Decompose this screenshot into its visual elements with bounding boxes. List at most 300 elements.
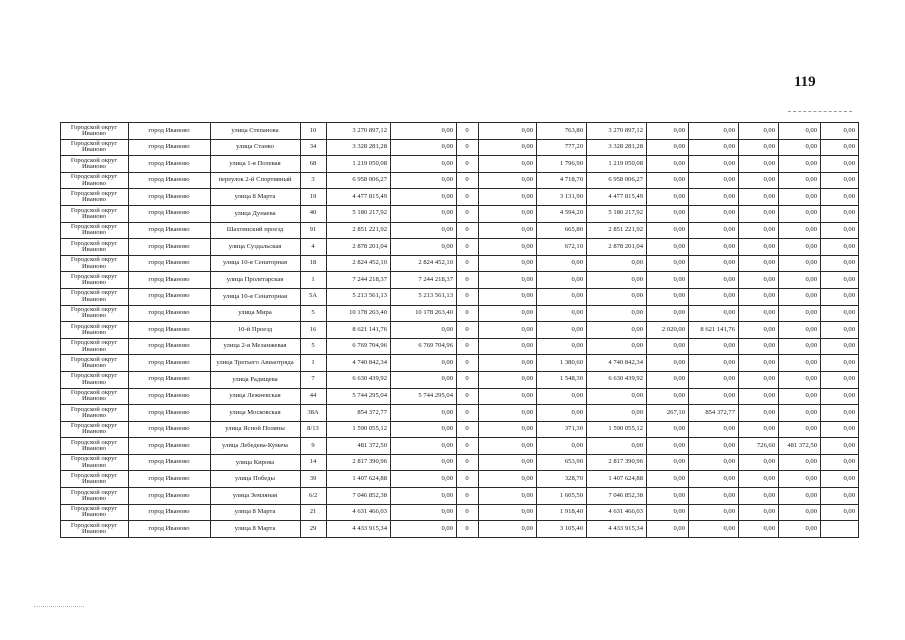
cell-cost-col-12: 0,00 xyxy=(689,139,739,156)
cell-total-cost: 2 817 390,96 xyxy=(327,454,391,471)
cell-street: улица 8 Марта xyxy=(211,504,301,521)
cell-municipality: Городской округ Иваново xyxy=(61,471,129,488)
cell-cost-col-14: 0,00 xyxy=(779,471,821,488)
table-row xyxy=(61,471,859,488)
table-body xyxy=(61,123,859,538)
cell-cost-col-12: 0,00 xyxy=(689,454,739,471)
cell-area-col-9: 328,70 xyxy=(537,471,587,488)
cell-cost-col-12: 0,00 xyxy=(689,239,739,256)
table-row xyxy=(61,355,859,372)
cell-street: улица Ясной Поляны xyxy=(211,421,301,438)
table-row xyxy=(61,454,859,471)
cell-area-col-11: 0,00 xyxy=(647,189,689,206)
cell-count-col-7: 0 xyxy=(457,288,479,305)
cell-municipality: Городской округ Иваново xyxy=(61,521,129,538)
cell-count-col-7: 0 xyxy=(457,504,479,521)
cell-count-col-7: 0 xyxy=(457,139,479,156)
cell-street: улица 10-я Сенаторная xyxy=(211,255,301,272)
cell-cost-col-8: 0,00 xyxy=(479,123,537,140)
cell-area-col-11: 0,00 xyxy=(647,205,689,222)
cell-cost-col-8: 0,00 xyxy=(479,288,537,305)
cell-cost-col-14: 0,00 xyxy=(779,405,821,422)
cell-cost-col-15: 0,00 xyxy=(821,239,859,256)
cell-cost-col-6: 10 178 263,40 xyxy=(391,305,457,322)
cell-total-cost: 2 878 201,04 xyxy=(327,239,391,256)
cell-house-number: 7 xyxy=(301,371,327,388)
cell-cost-col-10: 0,00 xyxy=(587,338,647,355)
cell-total-cost: 5 180 217,92 xyxy=(327,205,391,222)
cell-cost-col-14: 0,00 xyxy=(779,454,821,471)
cell-area-col-13: 0,00 xyxy=(739,488,779,505)
cell-municipality: Городской округ Иваново xyxy=(61,288,129,305)
cell-street: улица 8 Марта xyxy=(211,189,301,206)
cell-street: улица Суздальская xyxy=(211,239,301,256)
cell-municipality: Городской округ Иваново xyxy=(61,123,129,140)
cell-house-number: 68 xyxy=(301,156,327,173)
cell-cost-col-12: 854 372,77 xyxy=(689,405,739,422)
cell-cost-col-15: 0,00 xyxy=(821,272,859,289)
cell-area-col-9: 1 380,60 xyxy=(537,355,587,372)
cell-area-col-11: 0,00 xyxy=(647,123,689,140)
cell-count-col-7: 0 xyxy=(457,471,479,488)
cell-street: улица Победы xyxy=(211,471,301,488)
cell-cost-col-10: 0,00 xyxy=(587,305,647,322)
header-rule xyxy=(788,111,852,112)
cell-cost-col-12: 0,00 xyxy=(689,421,739,438)
cell-area-col-11: 0,00 xyxy=(647,239,689,256)
cell-cost-col-8: 0,00 xyxy=(479,421,537,438)
cell-area-col-9: 0,00 xyxy=(537,405,587,422)
cell-house-number: 38А xyxy=(301,405,327,422)
cell-cost-col-6: 0,00 xyxy=(391,123,457,140)
table-row xyxy=(61,438,859,455)
cell-cost-col-12: 8 621 141,76 xyxy=(689,322,739,339)
cell-cost-col-14: 0,00 xyxy=(779,355,821,372)
cell-count-col-7: 0 xyxy=(457,239,479,256)
cell-cost-col-14: 0,00 xyxy=(779,255,821,272)
cell-cost-col-12: 0,00 xyxy=(689,438,739,455)
cell-area-col-9: 0,00 xyxy=(537,438,587,455)
cell-area-col-13: 0,00 xyxy=(739,123,779,140)
cell-count-col-7: 0 xyxy=(457,255,479,272)
cell-area-col-11: 0,00 xyxy=(647,139,689,156)
cell-street: улица Пролетарская xyxy=(211,272,301,289)
cell-municipality: Городской округ Иваново xyxy=(61,388,129,405)
cell-cost-col-6: 0,00 xyxy=(391,421,457,438)
table-row xyxy=(61,189,859,206)
cell-cost-col-12: 0,00 xyxy=(689,355,739,372)
cell-municipality: Городской округ Иваново xyxy=(61,405,129,422)
cell-cost-col-12: 0,00 xyxy=(689,521,739,538)
cell-cost-col-15: 0,00 xyxy=(821,123,859,140)
cell-area-col-11: 0,00 xyxy=(647,371,689,388)
cell-cost-col-15: 0,00 xyxy=(821,471,859,488)
cell-cost-col-6: 0,00 xyxy=(391,454,457,471)
cell-cost-col-15: 0,00 xyxy=(821,454,859,471)
cell-area-col-13: 0,00 xyxy=(739,272,779,289)
cell-cost-col-14: 0,00 xyxy=(779,172,821,189)
cell-municipality: Городской округ Иваново xyxy=(61,255,129,272)
cell-settlement: город Иваново xyxy=(129,371,211,388)
cell-total-cost: 1 219 050,08 xyxy=(327,156,391,173)
cell-cost-col-8: 0,00 xyxy=(479,405,537,422)
cell-cost-col-14: 0,00 xyxy=(779,322,821,339)
cell-area-col-9: 0,00 xyxy=(537,338,587,355)
cell-cost-col-8: 0,00 xyxy=(479,355,537,372)
cell-street: улица Радищева xyxy=(211,371,301,388)
footer-mark xyxy=(34,606,84,607)
cell-street: улица 8 Марта xyxy=(211,521,301,538)
cell-cost-col-15: 0,00 xyxy=(821,205,859,222)
cell-total-cost: 6 630 439,92 xyxy=(327,371,391,388)
cell-municipality: Городской округ Иваново xyxy=(61,454,129,471)
cell-cost-col-6: 0,00 xyxy=(391,521,457,538)
cell-cost-col-12: 0,00 xyxy=(689,222,739,239)
cell-cost-col-15: 0,00 xyxy=(821,338,859,355)
cell-settlement: город Иваново xyxy=(129,322,211,339)
table-row xyxy=(61,322,859,339)
cell-municipality: Городской округ Иваново xyxy=(61,139,129,156)
cell-area-col-13: 0,00 xyxy=(739,454,779,471)
cell-house-number: 44 xyxy=(301,388,327,405)
cell-area-col-9: 0,00 xyxy=(537,388,587,405)
cell-cost-col-12: 0,00 xyxy=(689,288,739,305)
cell-area-col-11: 0,00 xyxy=(647,421,689,438)
cell-cost-col-12: 0,00 xyxy=(689,189,739,206)
cell-cost-col-10: 0,00 xyxy=(587,388,647,405)
cell-cost-col-6: 0,00 xyxy=(391,355,457,372)
cell-municipality: Городской округ Иваново xyxy=(61,371,129,388)
cell-cost-col-15 xyxy=(821,521,859,538)
cell-cost-col-6: 0,00 xyxy=(391,488,457,505)
cell-count-col-7: 0 xyxy=(457,421,479,438)
cell-settlement: город Иваново xyxy=(129,521,211,538)
cell-total-cost: 6 769 704,96 xyxy=(327,338,391,355)
cell-house-number: 91 xyxy=(301,222,327,239)
cell-cost-col-12: 0,00 xyxy=(689,338,739,355)
cell-cost-col-8: 0,00 xyxy=(479,521,537,538)
cell-cost-col-14: 0,00 xyxy=(779,156,821,173)
cell-cost-col-10: 3 270 897,12 xyxy=(587,123,647,140)
cell-house-number: 10 xyxy=(301,123,327,140)
cell-total-cost: 10 178 263,40 xyxy=(327,305,391,322)
cell-municipality: Городской округ Иваново xyxy=(61,438,129,455)
cell-area-col-11: 0,00 xyxy=(647,222,689,239)
cell-area-col-11: 0,00 xyxy=(647,272,689,289)
cell-total-cost: 1 590 055,12 xyxy=(327,421,391,438)
cell-cost-col-15: 0,00 xyxy=(821,288,859,305)
cell-cost-col-15: 0,00 xyxy=(821,405,859,422)
cell-area-col-13: 0,00 xyxy=(739,305,779,322)
cell-cost-col-8: 0,00 xyxy=(479,388,537,405)
cell-area-col-13: 0,00 xyxy=(739,239,779,256)
cell-cost-col-14: 0,00 xyxy=(779,305,821,322)
cell-total-cost: 6 958 006,27 xyxy=(327,172,391,189)
cell-area-col-9: 1 918,40 xyxy=(537,504,587,521)
cell-house-number: 5 xyxy=(301,305,327,322)
cell-count-col-7: 0 xyxy=(457,388,479,405)
cell-settlement: город Иваново xyxy=(129,172,211,189)
cell-cost-col-15: 0,00 xyxy=(821,355,859,372)
cell-cost-col-10: 6 630 439,92 xyxy=(587,371,647,388)
cell-count-col-7: 0 xyxy=(457,272,479,289)
cell-cost-col-12: 0,00 xyxy=(689,123,739,140)
table-row xyxy=(61,255,859,272)
cell-street: улица Станко xyxy=(211,139,301,156)
cell-count-col-7: 0 xyxy=(457,488,479,505)
table-row xyxy=(61,488,859,505)
cell-house-number: 5 xyxy=(301,338,327,355)
cell-municipality: Городской округ Иваново xyxy=(61,239,129,256)
cell-cost-col-14: 0,00 xyxy=(779,272,821,289)
cell-street: улица Лебедева-Кумача xyxy=(211,438,301,455)
cell-cost-col-8: 0,00 xyxy=(479,222,537,239)
cell-total-cost: 4 433 915,34 xyxy=(327,521,391,538)
cell-settlement: город Иваново xyxy=(129,405,211,422)
cell-cost-col-10: 0,00 xyxy=(587,405,647,422)
cell-count-col-7: 0 xyxy=(457,521,479,538)
cell-total-cost: 3 328 281,28 xyxy=(327,139,391,156)
cell-cost-col-12: 0,00 xyxy=(689,504,739,521)
table-row xyxy=(61,288,859,305)
table-row xyxy=(61,305,859,322)
cell-cost-col-10: 0,00 xyxy=(587,272,647,289)
cell-area-col-13: 0,00 xyxy=(739,388,779,405)
cell-area-col-11: 0,00 xyxy=(647,156,689,173)
cell-count-col-7: 0 xyxy=(457,189,479,206)
cell-count-col-7: 0 xyxy=(457,305,479,322)
cell-area-col-13: 0,00 xyxy=(739,288,779,305)
table-row xyxy=(61,338,859,355)
cell-settlement: город Иваново xyxy=(129,139,211,156)
cell-count-col-7: 0 xyxy=(457,205,479,222)
cell-street: улица Степанова xyxy=(211,123,301,140)
cell-cost-col-6: 0,00 xyxy=(391,438,457,455)
cell-settlement: город Иваново xyxy=(129,438,211,455)
cell-municipality: Городской округ Иваново xyxy=(61,156,129,173)
cell-count-col-7: 0 xyxy=(457,222,479,239)
cell-cost-col-10: 0,00 xyxy=(587,322,647,339)
cell-area-col-9: 0,00 xyxy=(537,272,587,289)
cell-total-cost: 4 740 842,34 xyxy=(327,355,391,372)
cell-cost-col-15: 0,00 xyxy=(821,305,859,322)
cell-municipality: Городской округ Иваново xyxy=(61,205,129,222)
cell-area-col-11: 0,00 xyxy=(647,504,689,521)
cell-total-cost: 854 372,77 xyxy=(327,405,391,422)
cell-area-col-11: 0,00 xyxy=(647,454,689,471)
cell-cost-col-15: 0,00 xyxy=(821,139,859,156)
cell-cost-col-10: 2 878 201,04 xyxy=(587,239,647,256)
cell-municipality: Городской округ Иваново xyxy=(61,322,129,339)
cell-area-col-11: 0,00 xyxy=(647,255,689,272)
cell-total-cost: 2 851 221,92 xyxy=(327,222,391,239)
cell-cost-col-8: 0,00 xyxy=(479,239,537,256)
cell-total-cost: 5 213 561,13 xyxy=(327,288,391,305)
cell-cost-col-8: 0,00 xyxy=(479,305,537,322)
cell-area-col-9: 665,80 xyxy=(537,222,587,239)
cell-cost-col-6: 5 213 561,13 xyxy=(391,288,457,305)
cell-total-cost: 4 631 466,03 xyxy=(327,504,391,521)
cell-area-col-13: 0,00 xyxy=(739,255,779,272)
cell-cost-col-6: 0,00 xyxy=(391,172,457,189)
cell-cost-col-10: 2 851 221,92 xyxy=(587,222,647,239)
cell-cost-col-6: 7 244 218,37 xyxy=(391,272,457,289)
cell-total-cost: 1 407 624,88 xyxy=(327,471,391,488)
cell-settlement: город Иваново xyxy=(129,488,211,505)
cell-area-col-13: 0,00 xyxy=(739,371,779,388)
cell-house-number: 29 xyxy=(301,521,327,538)
cell-cost-col-10: 3 328 281,28 xyxy=(587,139,647,156)
cell-cost-col-10: 0,00 xyxy=(587,255,647,272)
cell-area-col-11: 0,00 xyxy=(647,338,689,355)
cell-area-col-9: 371,30 xyxy=(537,421,587,438)
cell-cost-col-15: 0,00 xyxy=(821,388,859,405)
cell-cost-col-12: 0,00 xyxy=(689,205,739,222)
table-row xyxy=(61,139,859,156)
cell-house-number: 40 xyxy=(301,205,327,222)
cell-cost-col-8: 0,00 xyxy=(479,322,537,339)
cell-total-cost: 2 824 452,10 xyxy=(327,255,391,272)
cell-area-col-9: 1 605,50 xyxy=(537,488,587,505)
cell-house-number: 16 xyxy=(301,322,327,339)
table-row xyxy=(61,371,859,388)
cell-total-cost: 3 270 897,12 xyxy=(327,123,391,140)
cell-cost-col-6: 6 769 704,96 xyxy=(391,338,457,355)
cell-cost-col-10: 4 740 842,34 xyxy=(587,355,647,372)
cell-municipality: Городской округ Иваново xyxy=(61,189,129,206)
cell-street: улица Земляная xyxy=(211,488,301,505)
cell-municipality: Городской округ Иваново xyxy=(61,305,129,322)
cell-area-col-13: 0,00 xyxy=(739,189,779,206)
cell-cost-col-14: 0,00 xyxy=(779,222,821,239)
cell-cost-col-12: 0,00 xyxy=(689,305,739,322)
table-row xyxy=(61,239,859,256)
cell-settlement: город Иваново xyxy=(129,255,211,272)
cell-cost-col-15: 0,00 xyxy=(821,189,859,206)
cell-settlement: город Иваново xyxy=(129,388,211,405)
table-row xyxy=(61,272,859,289)
table-row xyxy=(61,388,859,405)
cell-area-col-11: 0,00 xyxy=(647,305,689,322)
cell-cost-col-12: 0,00 xyxy=(689,255,739,272)
cell-count-col-7: 0 xyxy=(457,322,479,339)
cell-cost-col-6: 0,00 xyxy=(391,189,457,206)
cell-settlement: город Иваново xyxy=(129,156,211,173)
cell-area-col-13: 0,00 xyxy=(739,521,779,538)
cell-cost-col-10: 0,00 xyxy=(587,288,647,305)
cell-cost-col-10: 4 477 815,49 xyxy=(587,189,647,206)
cell-street: улица 2-я Меланжевая xyxy=(211,338,301,355)
cell-cost-col-10: 2 817 390,96 xyxy=(587,454,647,471)
cell-cost-col-15: 0,00 xyxy=(821,371,859,388)
cell-count-col-7: 0 xyxy=(457,454,479,471)
cell-cost-col-8: 0,00 xyxy=(479,454,537,471)
cell-area-col-9: 1 548,30 xyxy=(537,371,587,388)
cell-cost-col-6: 0,00 xyxy=(391,139,457,156)
cell-area-col-11: 0,00 xyxy=(647,355,689,372)
cell-count-col-7: 0 xyxy=(457,338,479,355)
cell-area-col-13: 0,00 xyxy=(739,172,779,189)
cell-house-number: 1 xyxy=(301,272,327,289)
cell-cost-col-6: 0,00 xyxy=(391,504,457,521)
cell-cost-col-8: 0,00 xyxy=(479,438,537,455)
cell-total-cost: 481 372,50 xyxy=(327,438,391,455)
cell-area-col-9: 672,10 xyxy=(537,239,587,256)
cell-count-col-7: 0 xyxy=(457,355,479,372)
cell-area-col-11: 0,00 xyxy=(647,471,689,488)
cell-area-col-9: 3 131,90 xyxy=(537,189,587,206)
cell-municipality: Городской округ Иваново xyxy=(61,504,129,521)
cell-area-col-9: 763,80 xyxy=(537,123,587,140)
cell-cost-col-10: 7 046 852,38 xyxy=(587,488,647,505)
cell-cost-col-6: 0,00 xyxy=(391,205,457,222)
cell-area-col-13: 726,60 xyxy=(739,438,779,455)
cell-house-number: 19 xyxy=(301,189,327,206)
cell-cost-col-15: 0,00 xyxy=(821,255,859,272)
cell-cost-col-15: 0,00 xyxy=(821,504,859,521)
table-row xyxy=(61,222,859,239)
cell-area-col-11: 0,00 xyxy=(647,521,689,538)
cell-street: улица Третьего Авиаотряда xyxy=(211,355,301,372)
cell-count-col-7: 0 xyxy=(457,371,479,388)
cell-settlement: город Иваново xyxy=(129,189,211,206)
cell-count-col-7: 0 xyxy=(457,172,479,189)
cell-house-number: 18 xyxy=(301,255,327,272)
cell-cost-col-12: 0,00 xyxy=(689,488,739,505)
cell-area-col-13: 0,00 xyxy=(739,504,779,521)
cell-total-cost: 8 621 141,76 xyxy=(327,322,391,339)
cell-area-col-9: 4 594,20 xyxy=(537,205,587,222)
cell-cost-col-12: 0,00 xyxy=(689,156,739,173)
cell-cost-col-14: 0,00 xyxy=(779,388,821,405)
cell-settlement: город Иваново xyxy=(129,205,211,222)
register-table xyxy=(60,122,859,538)
cell-cost-col-8: 0,00 xyxy=(479,272,537,289)
table-row xyxy=(61,205,859,222)
cell-area-col-13: 0,00 xyxy=(739,338,779,355)
cell-cost-col-6: 2 824 452,10 xyxy=(391,255,457,272)
cell-area-col-9: 3 105,40 xyxy=(537,521,587,538)
cell-area-col-11: 0,00 xyxy=(647,172,689,189)
cell-street: улица Мира xyxy=(211,305,301,322)
cell-area-col-9: 777,20 xyxy=(537,139,587,156)
cell-area-col-11: 2 020,00 xyxy=(647,322,689,339)
cell-settlement: город Иваново xyxy=(129,454,211,471)
cell-house-number: 4 xyxy=(301,239,327,256)
cell-cost-col-6: 0,00 xyxy=(391,222,457,239)
cell-house-number: 34 xyxy=(301,139,327,156)
cell-cost-col-6: 0,00 xyxy=(391,371,457,388)
cell-cost-col-15: 0,00 xyxy=(821,488,859,505)
cell-street: улица Кирова xyxy=(211,454,301,471)
table-row xyxy=(61,504,859,521)
cell-area-col-11: 0,00 xyxy=(647,388,689,405)
cell-cost-col-8: 0,00 xyxy=(479,156,537,173)
cell-cost-col-8: 0,00 xyxy=(479,371,537,388)
cell-cost-col-6: 5 744 295,04 xyxy=(391,388,457,405)
cell-cost-col-15: 0,00 xyxy=(821,438,859,455)
cell-settlement: город Иваново xyxy=(129,305,211,322)
cell-cost-col-10: 1 590 055,12 xyxy=(587,421,647,438)
cell-cost-col-15: 0,00 xyxy=(821,421,859,438)
cell-cost-col-14: 0,00 xyxy=(779,205,821,222)
cell-area-col-13: 0,00 xyxy=(739,322,779,339)
cell-area-col-13: 0,00 xyxy=(739,355,779,372)
cell-municipality: Городской округ Иваново xyxy=(61,272,129,289)
cell-house-number: 8/13 xyxy=(301,421,327,438)
cell-cost-col-14: 0,00 xyxy=(779,504,821,521)
cell-cost-col-10: 5 180 217,92 xyxy=(587,205,647,222)
